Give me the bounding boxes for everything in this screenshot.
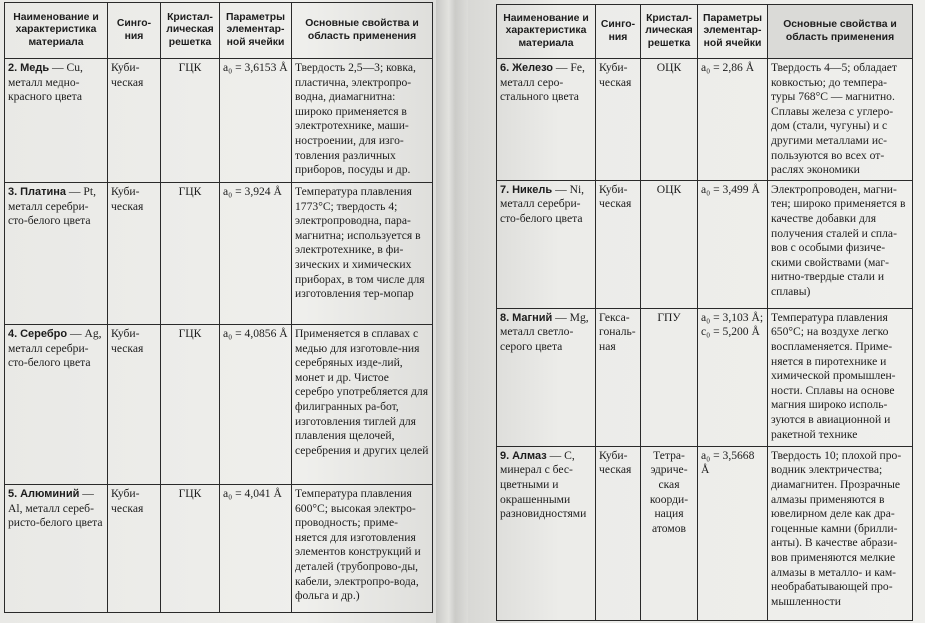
properties-cell: Твердость 4—5; обладает ковкостью; до темпера-туры 768°С — магнитно. Сплавы железа с углеро-дом (стали, чугуны) и с другими металлами ис-пользуются во всех от-раслях экономики (768, 59, 913, 181)
left-page (0, 0, 436, 623)
lattice-cell: ОЦК (641, 59, 698, 181)
lattice-cell: ГЦК (161, 59, 220, 183)
table-row (497, 446, 913, 620)
lattice-cell: ГЦК (161, 183, 220, 325)
material-number: 3. (8, 186, 18, 198)
lattice-cell: ОЦК (641, 180, 698, 308)
material-description: — Cu, металл медно-красного цвета (8, 61, 83, 104)
header-props: Основные свойства и область применения (768, 5, 913, 59)
syngony-cell: Куби-ческая (596, 180, 641, 308)
material-number: 2. (8, 62, 18, 74)
material-name: Магний (512, 311, 553, 324)
material-cell (497, 59, 596, 181)
params-cell: a₀ = 3,499 Å (698, 180, 768, 308)
syngony-cell: Куби-ческая (596, 446, 641, 620)
material-cell (5, 485, 108, 613)
material-name: Железо (512, 62, 554, 74)
material-number: 9. (500, 449, 510, 462)
material-name: Алмаз (512, 449, 547, 462)
lattice-cell: ГЦК (161, 485, 220, 613)
lattice-cell: ГЦК (161, 325, 220, 485)
material-cell (5, 59, 108, 183)
params-cell: a₀ = 3,103 Å; c₀ = 5,200 Å (698, 308, 768, 446)
header-syngony: Синго-ния (596, 5, 641, 59)
material-cell (5, 325, 108, 485)
material-number: 8. (500, 311, 510, 324)
properties-cell: Температура плавления 1773°С; твердость 4; электропроводна, пара-магнитна; используется в электротехнике, в фи-зических и химических приборах, в том числе для изготовления тер-мопар (292, 183, 433, 325)
materials-table-right (496, 4, 913, 621)
header-lattice: Кристал-лическая решетка (641, 5, 698, 59)
table-header-row (5, 3, 433, 59)
material-name: Платина (20, 186, 67, 198)
material-description: — Pt, металл серебри-сто-белого цвета (8, 185, 96, 228)
header-material: Наименование и характеристика материала (497, 5, 596, 59)
header-syngony: Синго-ния (108, 3, 161, 59)
material-cell (497, 180, 596, 308)
material-description: — Ni, металл серебри-сто-белого цвета (500, 182, 585, 225)
table-row (5, 59, 433, 183)
material-description: — С, минерал с бес-цветными и окрашенными разновидностями (500, 448, 587, 521)
table-row (5, 485, 433, 613)
material-description: — Al, металл сереб-ристо-белого цвета (8, 487, 103, 530)
syngony-cell: Куби-ческая (108, 325, 161, 485)
lattice-cell: ГПУ (641, 308, 698, 446)
material-name: Серебро (20, 328, 68, 340)
table-row (497, 180, 913, 308)
params-cell: a₀ = 3,924 Å (220, 183, 292, 325)
table-row (5, 325, 433, 485)
material-cell (5, 183, 108, 325)
header-params: Параметры элементар-ной ячейки (220, 3, 292, 59)
book-gutter (436, 0, 468, 623)
params-cell: a₀ = 2,86 Å (698, 59, 768, 181)
header-props: Основные свойства и область применения (292, 3, 433, 59)
table-row (5, 183, 433, 325)
material-number: 6. (500, 62, 510, 74)
material-description: — Fe, металл серо-стального цвета (500, 61, 585, 104)
properties-cell: Твердость 2,5—3; ковка, пластична, электропро-водна, диамагнитна: широко применяется в электротехнике, маши-ностроении, для изго-товления различных приборов, посуды и др. (292, 59, 433, 183)
syngony-cell: Куби-ческая (108, 183, 161, 325)
table-row (497, 308, 913, 446)
material-name: Алюминий (20, 488, 80, 500)
properties-cell: Температура плавления 650°С; на воздухе легко воспламеняется. Приме-няется в пиротехнике и химической промышлен-ности. Сплавы на основе магния широко исполь-зуются в авиационной и ракетной технике (768, 308, 913, 446)
properties-cell: Электропроводен, магни-тен; широко применяется в качестве добавки для получения сталей и спла-вов с особыми физиче-скими свойствами (маг-нитно-твердые стали и сплавы) (768, 180, 913, 308)
params-cell: a₀ = 4,0856 Å (220, 325, 292, 485)
properties-cell: Температура плавления 600°С; высокая электро-проводность; приме-няется для изготовления элементов конструкций и деталей (трубопрово-ды, кабели, электропро-вода, фольга и др.) (292, 485, 433, 613)
material-description: — Mg, металл светло-серого цвета (500, 310, 589, 353)
table-header-row (497, 5, 913, 59)
syngony-cell: Куби-ческая (108, 59, 161, 183)
table-row (497, 59, 913, 181)
material-description: — Ag, металл серебри-сто-белого цвета (8, 327, 102, 370)
material-number: 4. (8, 328, 18, 340)
properties-cell: Твердость 10; плохой про-водник электричества; диамагнитен. Прозрачные алмазы применяются в ювелирном деле как дра-гоценные камни (брилли-анты). В качестве абрази-вов применяются мелкие алмазы в металло- и кам-необрабатывающей про-мышленности (768, 446, 913, 620)
material-number: 5. (8, 488, 18, 500)
syngony-cell: Куби-ческая (108, 485, 161, 613)
material-number: 7. (500, 183, 510, 196)
params-cell: a₀ = 3,5668 Å (698, 446, 768, 620)
material-cell (497, 446, 596, 620)
properties-cell: Применяется в сплавах с медью для изготовле-ния серебряных изде-лий, монет и др. Чистое серебро употребляется для филигранных ра-бот, изготовления тиглей для плавления щелочей, серебрения и других целей (292, 325, 433, 485)
materials-table-left (4, 2, 433, 613)
syngony-cell: Куби-ческая (596, 59, 641, 181)
header-params: Параметры элементар-ной ячейки (698, 5, 768, 59)
material-cell (497, 308, 596, 446)
material-name: Никель (512, 183, 553, 196)
params-cell: a₀ = 4,041 Å (220, 485, 292, 613)
material-name: Медь (20, 62, 50, 74)
syngony-cell: Гекса-гональ-ная (596, 308, 641, 446)
header-material: Наименование и характеристика материала (5, 3, 108, 59)
header-lattice: Кристал-лическая решетка (161, 3, 220, 59)
lattice-cell: Тетра- эдриче- ская коорди- нация атомов (641, 446, 698, 620)
right-page (468, 0, 925, 623)
params-cell: a₀ = 3,6153 Å (220, 59, 292, 183)
